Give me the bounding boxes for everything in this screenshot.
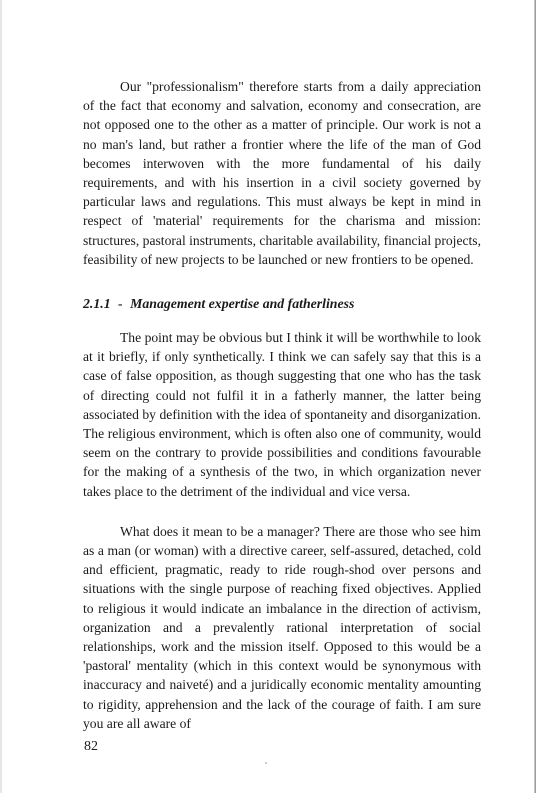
section-number: 2.1.1 [83, 296, 111, 312]
page-number: 82 [84, 739, 98, 754]
section-title: Management expertise and fatherliness [130, 296, 355, 312]
page-right-edge [534, 0, 536, 793]
section-heading [83, 294, 481, 313]
page-body [83, 77, 481, 733]
page-left-edge [0, 0, 2, 793]
scan-speck [265, 762, 267, 764]
paragraph-professionalism: Our "professionalism" therefore starts from a daily appreciation of the fact that economy and salvation, economy and consecration, are not opposed one to the other as a matter of principle. Our work is not a no man's land, but rather a frontier where the life of the man of God becomes interwoven with the more fundamental of his daily requirements, and with his insertion in a civil society governed by particular laws and regulations. This must always be kept in mind in respect of 'material' requirements for the charisma and mission: structures, pastoral instruments, charitable availability, financial projects, feasibility of new projects to be launched or new frontiers to be opened. [83, 79, 481, 267]
section-separator: - [118, 296, 123, 312]
paragraph-manager: What does it mean to be a manager? There are those who see him as a man (or woman) with a directive career, self-assured, detached, cold and efficient, pragmatic, ready to ride rough-shod over persons and situations with the single purpose of reaching fixed objectives. Applied to religious it would indicate an imbalance in the direction of activism, organization and a prevalently rational interpretation of social relationships, work and the mission itself. Opposed to this would be a 'pastoral' mentality (which in this context would be synonymous with inaccuracy and naiveté) and a juridically economic mentality amounting to rigidity, apprehension and the lack of the courage of faith. I am sure you are all aware of [83, 523, 481, 731]
paragraph-false-opposition: The point may be obvious but I think it will be worthwhile to look at it briefly, if only synthetically. I think we can safely say that this is a case of false opposition, as though suggesting that one who has the task of directing could not fulfil it in a fatherly manner, the latter being associated by definition with the idea of spontaneity and disorganization. The religious environment, which is often also one of community, would seem on the contrary to provide possibilities and conditions favourable for the making of a synthesis of the two, in which organization never takes place to the detriment of the individual and vice versa. [83, 330, 481, 499]
